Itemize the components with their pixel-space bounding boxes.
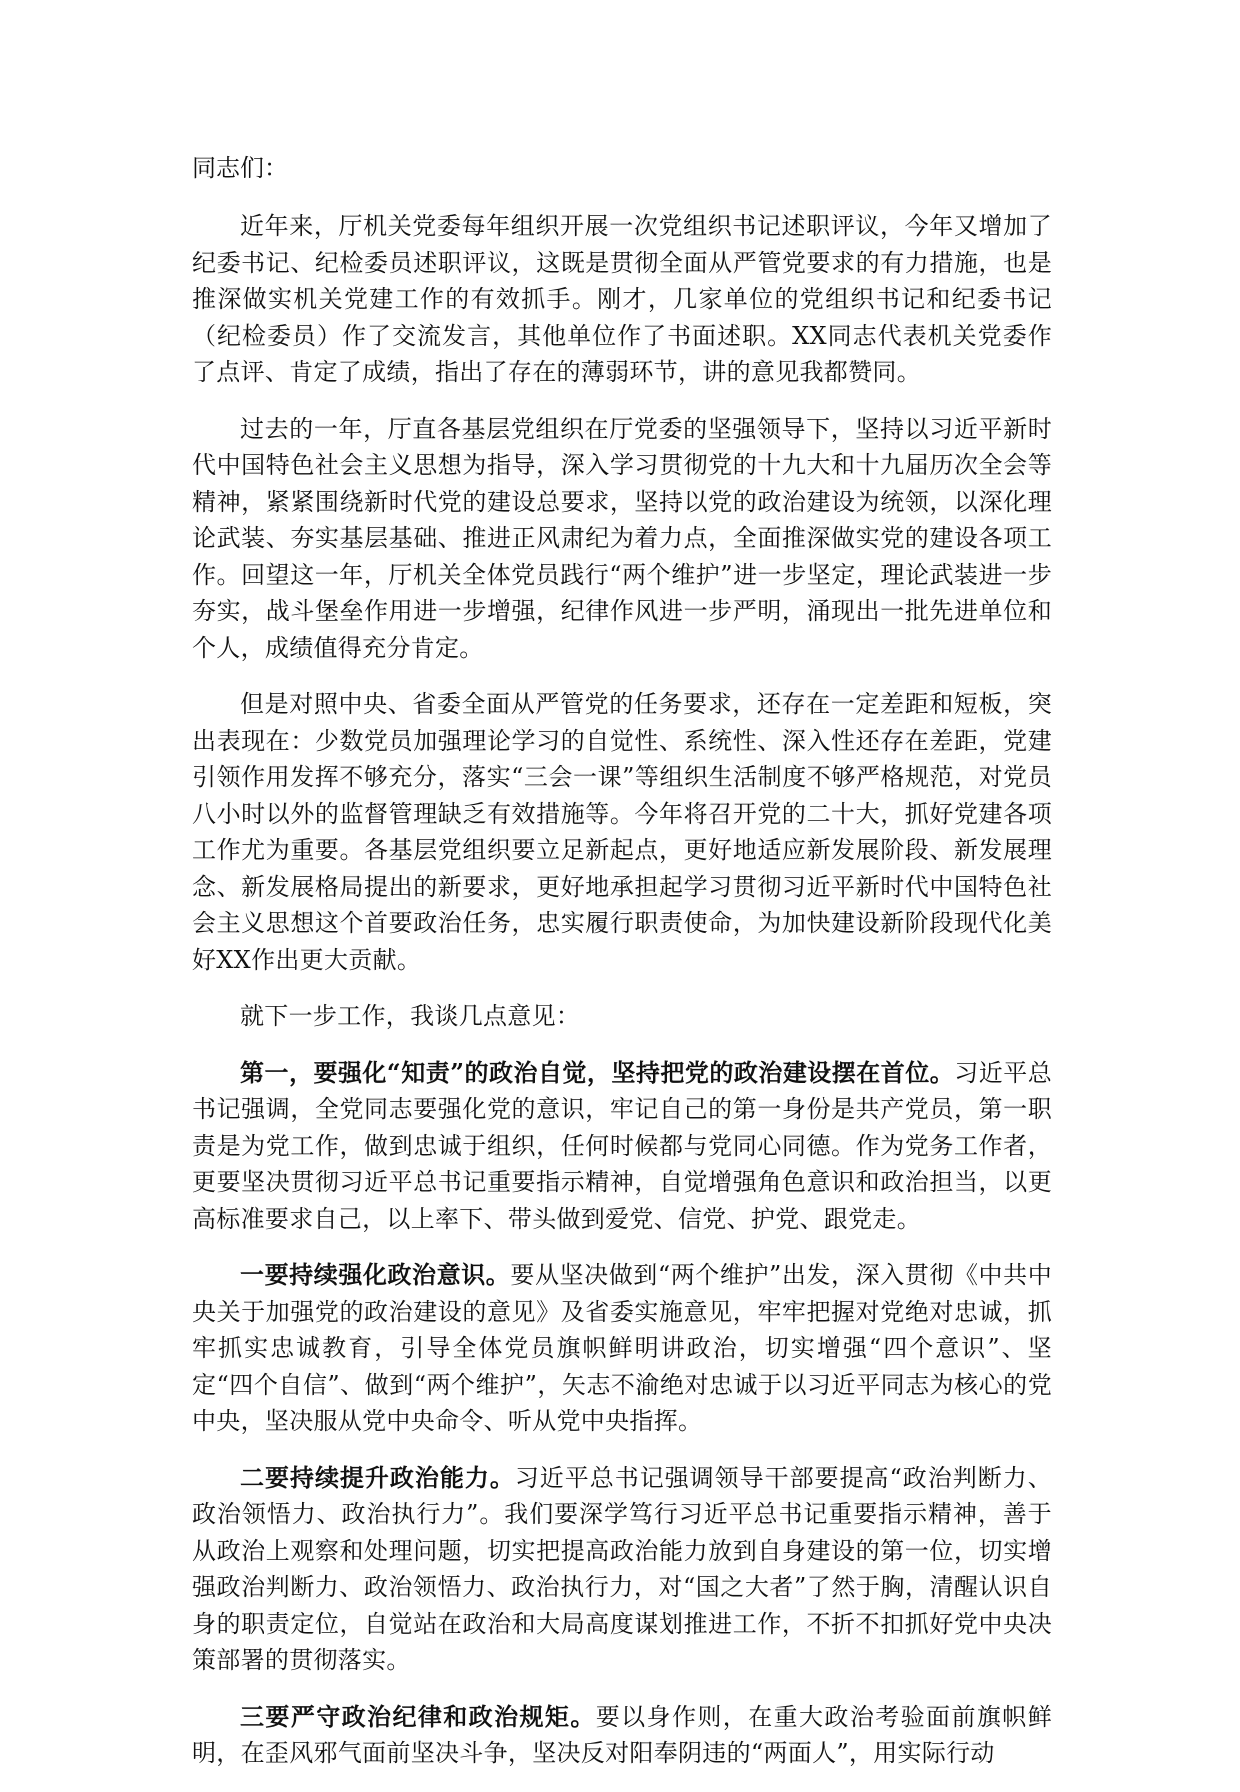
paragraph-text: 要从坚决做到“两个维护”出发，深入贯彻《中共中央关于加强党的政治建设的意见》及省委实施意见，牢牢把握对党绝对忠诚，抓牢抓实忠诚教育，引导全体党员旗帜鲜明讲政治，切实增强“四个意识”、坚定“四个自信”、做到“两个维护”，矢志不渝绝对忠诚于以习近平同志为核心的党中央，坚决服从党中央命令、听从党中央指挥。 (192, 1261, 1052, 1435)
paragraph-heading: 二要持续提升政治能力。 (240, 1462, 515, 1492)
paragraph-transition (192, 998, 1052, 1035)
paragraph-subpoint-two (192, 1460, 1052, 1679)
paragraph-subpoint-one (192, 1257, 1052, 1440)
paragraph-heading: 一要持续强化政治意识。 (240, 1260, 511, 1289)
paragraph-subpoint-three (192, 1699, 1052, 1772)
paragraph-intro (192, 208, 1052, 391)
paragraph-shortcomings (192, 686, 1052, 978)
paragraph-text: 但是对照中央、省委全面从严管党的任务要求，还存在一定差距和短板，突出表现在：少数党员加强理论学习的自觉性、系统性、深入性还存在差距，党建引领作用发挥不够充分，落实“三会一课”等组织生活制度不够严格规范，对党员八小时以外的监督管理缺乏有效措施等。今年将召开党的二十大，抓好党建各项工作尤为重要。各基层党组织要立足新起点，更好地适应新发展阶段、新发展理念、新发展格局提出的新要求，更好地承担起学习贯彻习近平新时代中国特色社会主义思想这个首要政治任务，忠实履行职责使命，为加快建设新阶段现代化美好XX作出更大贡献。 (192, 690, 1052, 974)
paragraph-heading: 三要严守政治纪律和政治规矩。 (240, 1701, 596, 1731)
paragraph-text: 过去的一年，厅直各基层党组织在厅党委的坚强领导下，坚持以习近平新时代中国特色社会主义思想为指导，深入学习贯彻党的十九大和十九届历次全会等精神，紧紧围绕新时代党的建设总要求，坚持以党的政治建设为统领，以深化理论武装、夯实基层基础、推进正风肃纪为着力点，全面推深做实党的建设各项工作。回望这一年，厅机关全体党员践行“两个维护”进一步坚定，理论武装进一步夯实，战斗堡垒作用进一步增强，纪律作风进一步严明，涌现出一批先进单位和个人，成绩值得充分肯定。 (192, 414, 1052, 662)
paragraph-text: 要以身作则，在重大政治考验面前旗帜鲜明，在歪风邪气面前坚决斗争，坚决反对阳奉阴违的“两面人”，用实际行动 (192, 1702, 1052, 1767)
paragraph-heading: 第一，要强化“知责”的政治自觉，坚持把党的政治建设摆在首位。 (240, 1057, 955, 1087)
paragraph-text: 习近平总书记强调，全党同志要强化党的意识，牢记自己的第一身份是共产党员，第一职责是为党工作，做到忠诚于组织，任何时候都与党同心同德。作为党务工作者，更要坚决贯彻习近平总书记重要指示精神，自觉增强角色意识和政治担当，以更高标准要求自己，以上率下、带头做到爱党、信党、护党、跟党走。 (192, 1058, 1052, 1233)
paragraph-text: 近年来，厅机关党委每年组织开展一次党组织书记述职评议，今年又增加了纪委书记、纪检委员述职评议，这既是贯彻全面从严管党要求的有力措施，也是推深做实机关党建工作的有效抓手。刚才，几家单位的党组织书记和纪委书记（纪检委员）作了交流发言，其他单位作了书面述职。XX同志代表机关党委作了点评、肯定了成绩，指出了存在的薄弱环节，讲的意见我都赞同。 (192, 212, 1052, 386)
paragraph-point-one (192, 1055, 1052, 1238)
paragraph-review (192, 411, 1052, 667)
document-body (192, 150, 1052, 1792)
paragraph-text: 就下一步工作，我谈几点意见： (240, 1002, 581, 1030)
salutation: 同志们： (192, 154, 288, 182)
paragraph-text: 习近平总书记强调领导干部要提高“政治判断力、政治领悟力、政治执行力”。我们要深学笃行习近平总书记重要指示精神，善于从政治上观察和处理问题，切实把提高政治能力放到自身建设的第一位，切实增强政治判断力、政治领悟力、政治执行力，对“国之大者”了然于胸，清醒认识自身的职责定位，自觉站在政治和大局高度谋划推进工作，不折不扣抓好党中央决策部署的贯彻落实。 (192, 1463, 1052, 1674)
